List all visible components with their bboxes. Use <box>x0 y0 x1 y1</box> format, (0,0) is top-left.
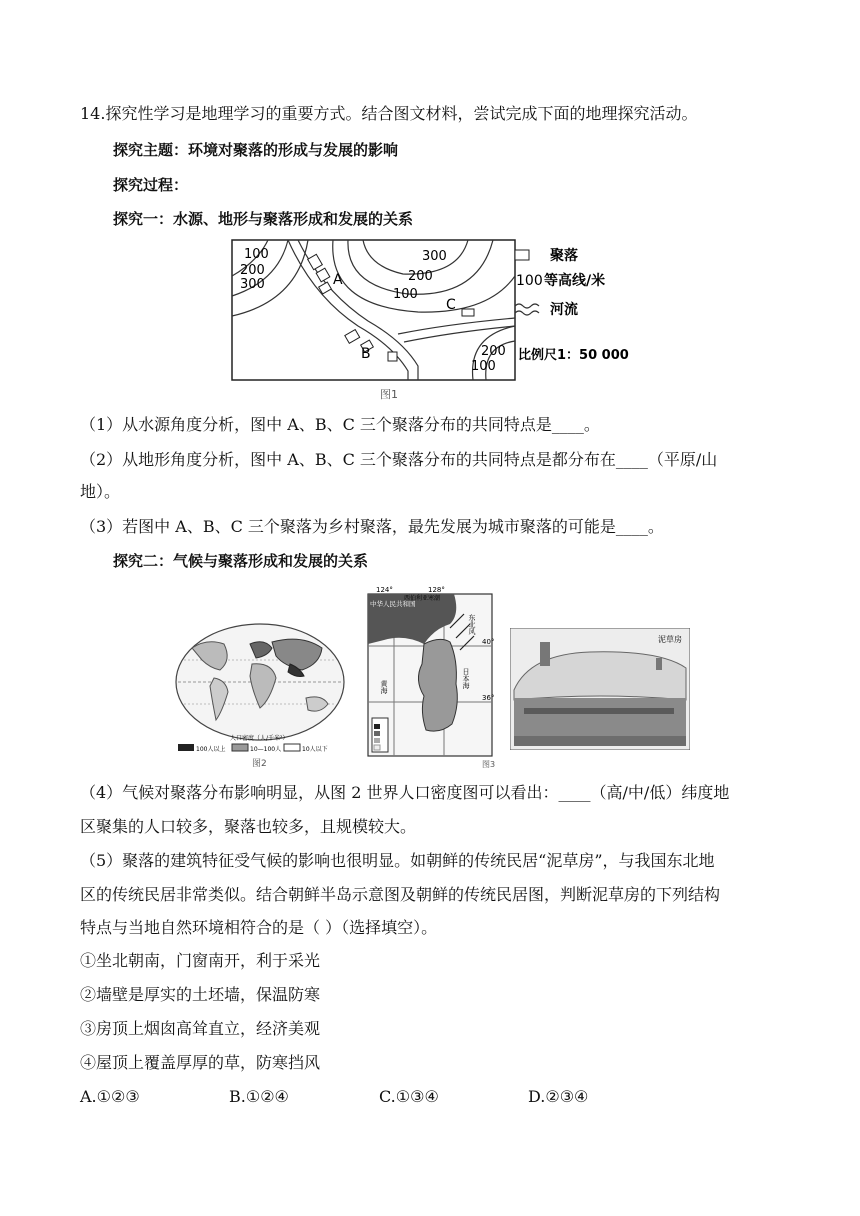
settlement-marker <box>388 352 397 361</box>
settlement-label-b: B <box>361 346 371 362</box>
legend-river-icon <box>515 304 539 315</box>
legend-river-text: 河流 <box>550 302 578 318</box>
legend-contour-text: 等高线/米 <box>544 273 606 289</box>
figure-2-caption: 图2 <box>252 759 267 769</box>
legend-low-text: 10人以下 <box>302 746 328 753</box>
question-2-line1: （2）从地形角度分析，图中 A、B、C 三个聚落分布的共同特点是都分布在____（平原/山 <box>80 450 718 469</box>
ground <box>514 736 686 746</box>
wall-shadow <box>524 708 674 714</box>
option-c[interactable]: C.①③④ <box>379 1087 439 1106</box>
inquiry1-title: 探究一：水源、地形与聚落形成和发展的关系 <box>113 210 414 228</box>
settlement-label-c: C <box>446 297 456 313</box>
legend-mid-text: 10—100人 <box>250 746 282 753</box>
figure-1-caption: 图1 <box>380 388 398 401</box>
figure-3 <box>364 584 504 770</box>
statement-item: ②墙壁是厚实的土坯墙，保温防寒 <box>80 985 321 1004</box>
settlement-marker <box>462 309 474 316</box>
contour-label: 300 <box>422 249 447 264</box>
contour-label: 100 <box>393 287 418 302</box>
question-5-line2: 区的传统民居非常类似。结合朝鲜半岛示意图及朝鲜的传统民居图，判断泥草房的下列结构 <box>80 885 721 904</box>
legend-high-text: 100人以上 <box>196 746 226 753</box>
statement-item: ①坐北朝南，门窗南开，利于采光 <box>80 951 321 970</box>
statement-item: ③房顶上烟囱高耸直立，经济美观 <box>80 1019 321 1038</box>
statement-item: ④屋顶上覆盖厚厚的草，防寒挡风 <box>80 1053 321 1072</box>
legend-swatch <box>374 745 380 750</box>
legend-swatch <box>374 731 380 736</box>
figure-2-map <box>172 620 348 770</box>
wind-label: 东北风 <box>468 614 476 635</box>
figure-3-map <box>364 584 504 770</box>
question-4-line2: 区聚集的人口较多，聚落也较多，且规模较大。 <box>80 817 417 836</box>
contour-label: 100 <box>244 247 269 262</box>
sea-of-japan-label: 日本海 <box>462 668 470 689</box>
chimney-small <box>656 658 662 670</box>
legend-high-swatch <box>178 744 194 751</box>
question-4-line1: （4）气候对聚落分布影响明显，从图 2 世界人口密度图可以看出：____（高/中/低）纬度地 <box>80 783 730 802</box>
contour-label: 100 <box>471 359 496 374</box>
legend-title: 人口密度（人/千米²） <box>230 735 289 742</box>
legend-low-swatch <box>284 744 300 751</box>
latitude-label: 36° <box>482 694 495 702</box>
figure-2 <box>172 620 348 770</box>
longitude-label: 124° <box>376 586 393 594</box>
latitude-label: 40° <box>482 638 495 646</box>
chimney <box>540 642 550 666</box>
legend-mid-swatch <box>232 744 248 751</box>
yellow-sea-label: 黄海 <box>380 680 388 694</box>
question-5-line3: 特点与当地自然环境相符合的是（ ）（选择填空）。 <box>80 918 438 937</box>
theme-line <box>113 139 398 161</box>
contour-label: 300 <box>240 277 265 292</box>
process-label: 探究过程： <box>113 176 189 194</box>
question-2-line2: 地）。 <box>80 482 121 501</box>
option-b[interactable]: B.①②④ <box>229 1087 289 1106</box>
house-photo <box>510 628 690 750</box>
house-photo-illustration <box>510 628 690 750</box>
theme-label: 探究主题： <box>113 141 189 159</box>
legend-scale: 比例尺1：50 000 <box>518 348 629 363</box>
legend-settlement-icon <box>515 250 529 260</box>
legend-swatch <box>374 724 380 729</box>
option-a[interactable]: A.①②③ <box>80 1087 140 1106</box>
photo-label: 泥草房 <box>658 635 682 644</box>
legend-contour-value: 100 <box>516 273 543 289</box>
figure-1 <box>228 236 638 406</box>
legend-settlement-text: 聚落 <box>550 248 578 264</box>
figure-1-map <box>228 236 638 406</box>
question-1: （1）从水源角度分析，图中 A、B、C 三个聚落分布的共同特点是____。 <box>80 415 600 434</box>
china-label: 中华人民共和国 <box>370 600 416 608</box>
figure-3-caption: 图3 <box>482 760 496 769</box>
question-5-line1: （5）聚落的建筑特征受气候的影响也很明显。如朝鲜的传统民居“泥草房”，与我国东北地 <box>80 851 715 870</box>
question-3: （3）若图中 A、B、C 三个聚落为乡村聚落，最先发展为城市聚落的可能是____。 <box>80 517 664 536</box>
siberia-label: 西伯利亚寒潮 <box>404 595 441 602</box>
inquiry2-title: 探究二：气候与聚落形成和发展的关系 <box>113 552 369 570</box>
contour-label: 200 <box>481 344 506 359</box>
theme-text: 环境对聚落的形成与发展的影响 <box>188 141 399 159</box>
legend-swatch <box>374 738 380 743</box>
longitude-label: 128° <box>428 586 445 594</box>
korean-peninsula <box>418 639 457 731</box>
settlement-label-a: A <box>333 272 343 288</box>
contour-label: 200 <box>408 269 433 284</box>
question-intro: 14.探究性学习是地理学习的重要方式。结合图文材料，尝试完成下面的地理探究活动。 <box>80 104 698 123</box>
contour-label: 200 <box>240 263 265 278</box>
option-d[interactable]: D.②③④ <box>528 1087 589 1106</box>
